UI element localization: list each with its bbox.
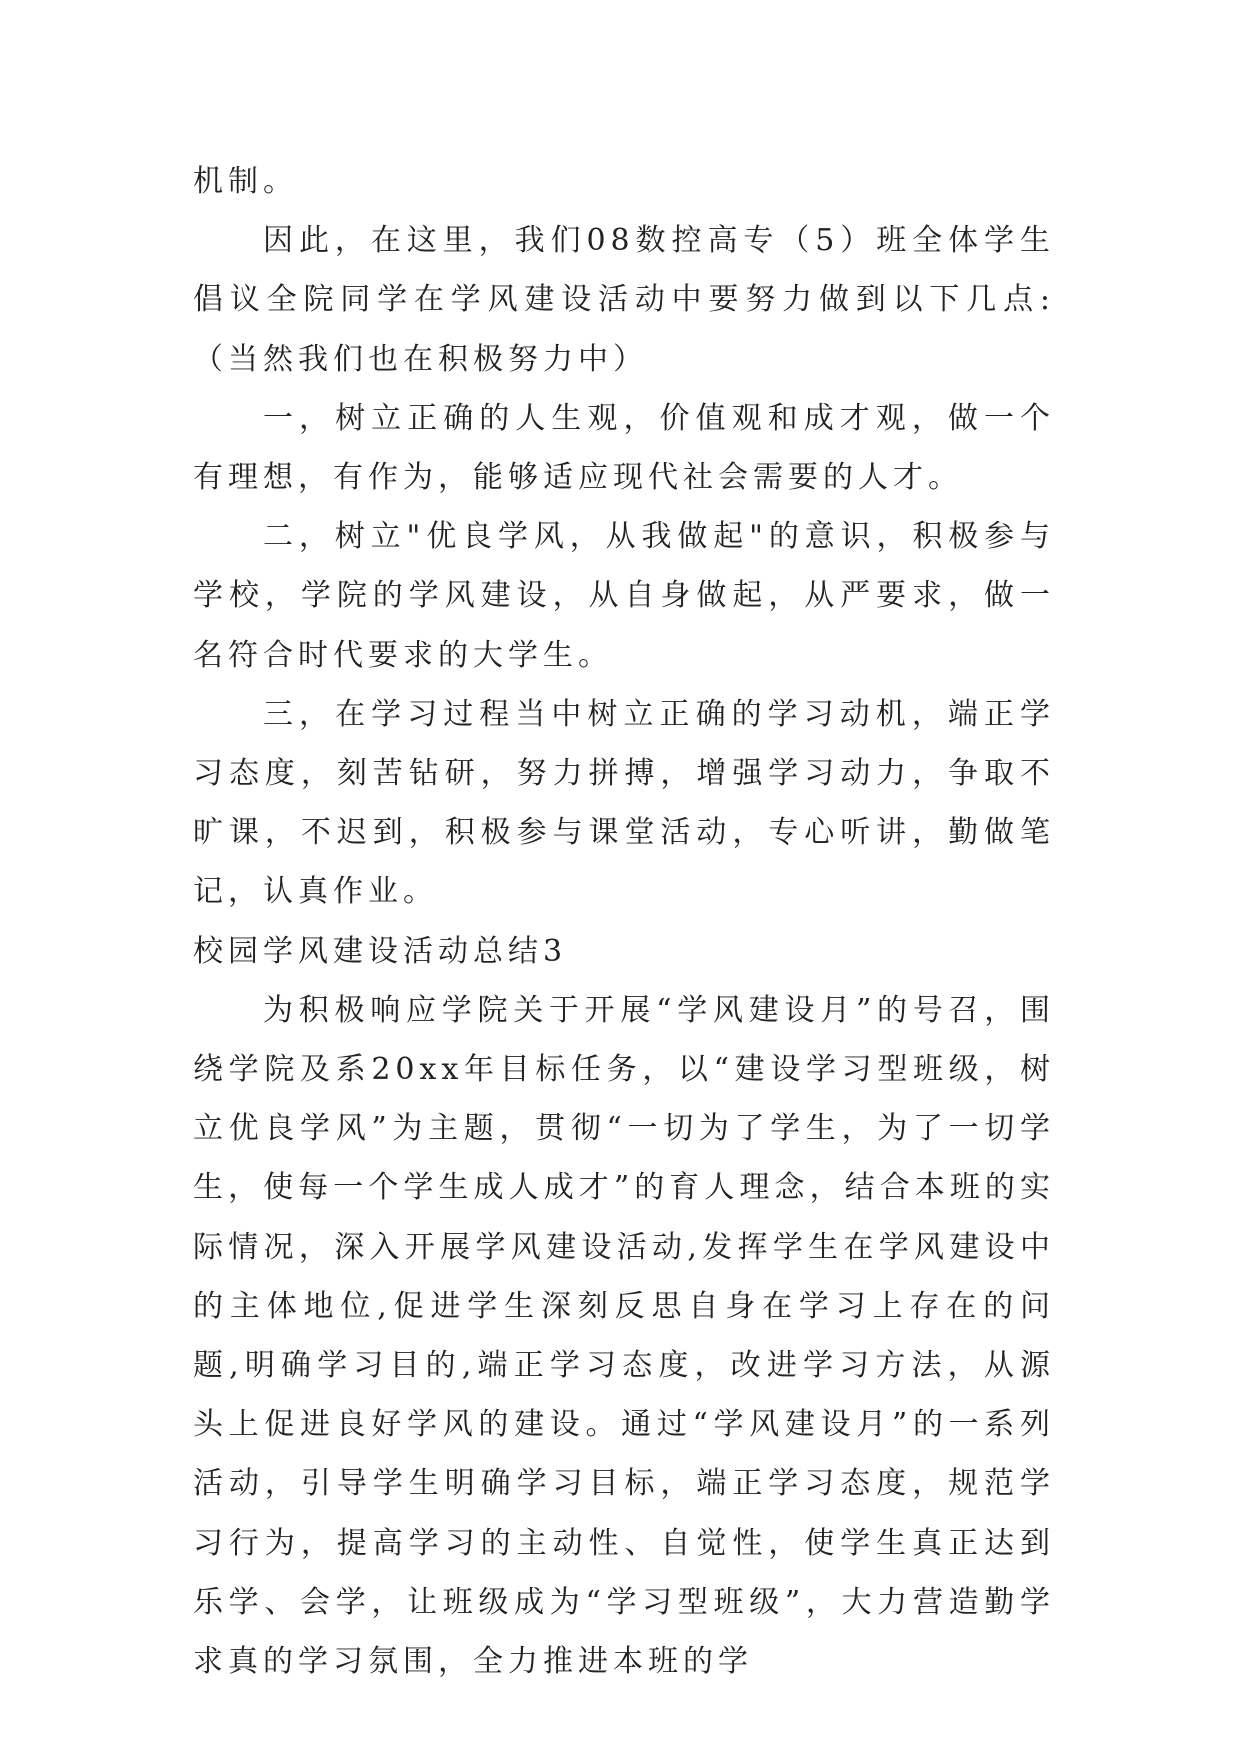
paragraph-continuation: 机制。 (193, 164, 298, 199)
section-heading: 校园学风建设活动总结3 (193, 933, 568, 969)
paragraph-point-one: 一，树立正确的人生观，价值观和成才观，做一个有理想，有作为，能够适应现代社会需要的人才。 (193, 400, 1055, 496)
paragraph-summary-body: 为积极响应学院关于开展“学风建设月”的号召，围绕学院及系20xx年目标任务，以“建设学习型班级，树立优良学风”为主题，贯彻“一切为了学生，为了一切学生，使每一个学生成人成才”的育人理念，结合本班的实际情况，深入开展学风建设活动,发挥学生在学风建设中的主体地位,促进学生深刻反思自身在学习上存在的问题,明确学习目的,端正学习态度，改进学习方法，从源头上促进良好学风的建设。通过“学风建设月”的一系列活动，引导学生明确学习目标，端正学习态度，规范学习行为，提高学习的主动性、自觉性，使学生真正达到乐学、会学，让班级成为“学习型班级”，大力营造勤学求真的学习氛围，全力推进本班的学 (193, 992, 1055, 1680)
paragraph-proposal-intro: 因此，在这里，我们08数控高专（5）班全体学生倡议全院同学在学风建设活动中要努力做到以下几点:（当然我们也在积极努力中） (193, 223, 1055, 377)
document-body (193, 152, 1055, 1691)
paragraph-point-two: 二，树立"优良学风，从我做起"的意识，积极参与学校，学院的学风建设，从自身做起，从严要求，做一名符合时代要求的大学生。 (193, 519, 1055, 673)
paragraph-point-three: 三，在学习过程当中树立正确的学习动机，端正学习态度，刻苦钻研，努力拼搏，增强学习动力，争取不旷课，不迟到，积极参与课堂活动，专心听讲，勤做笔记，认真作业。 (193, 696, 1055, 910)
